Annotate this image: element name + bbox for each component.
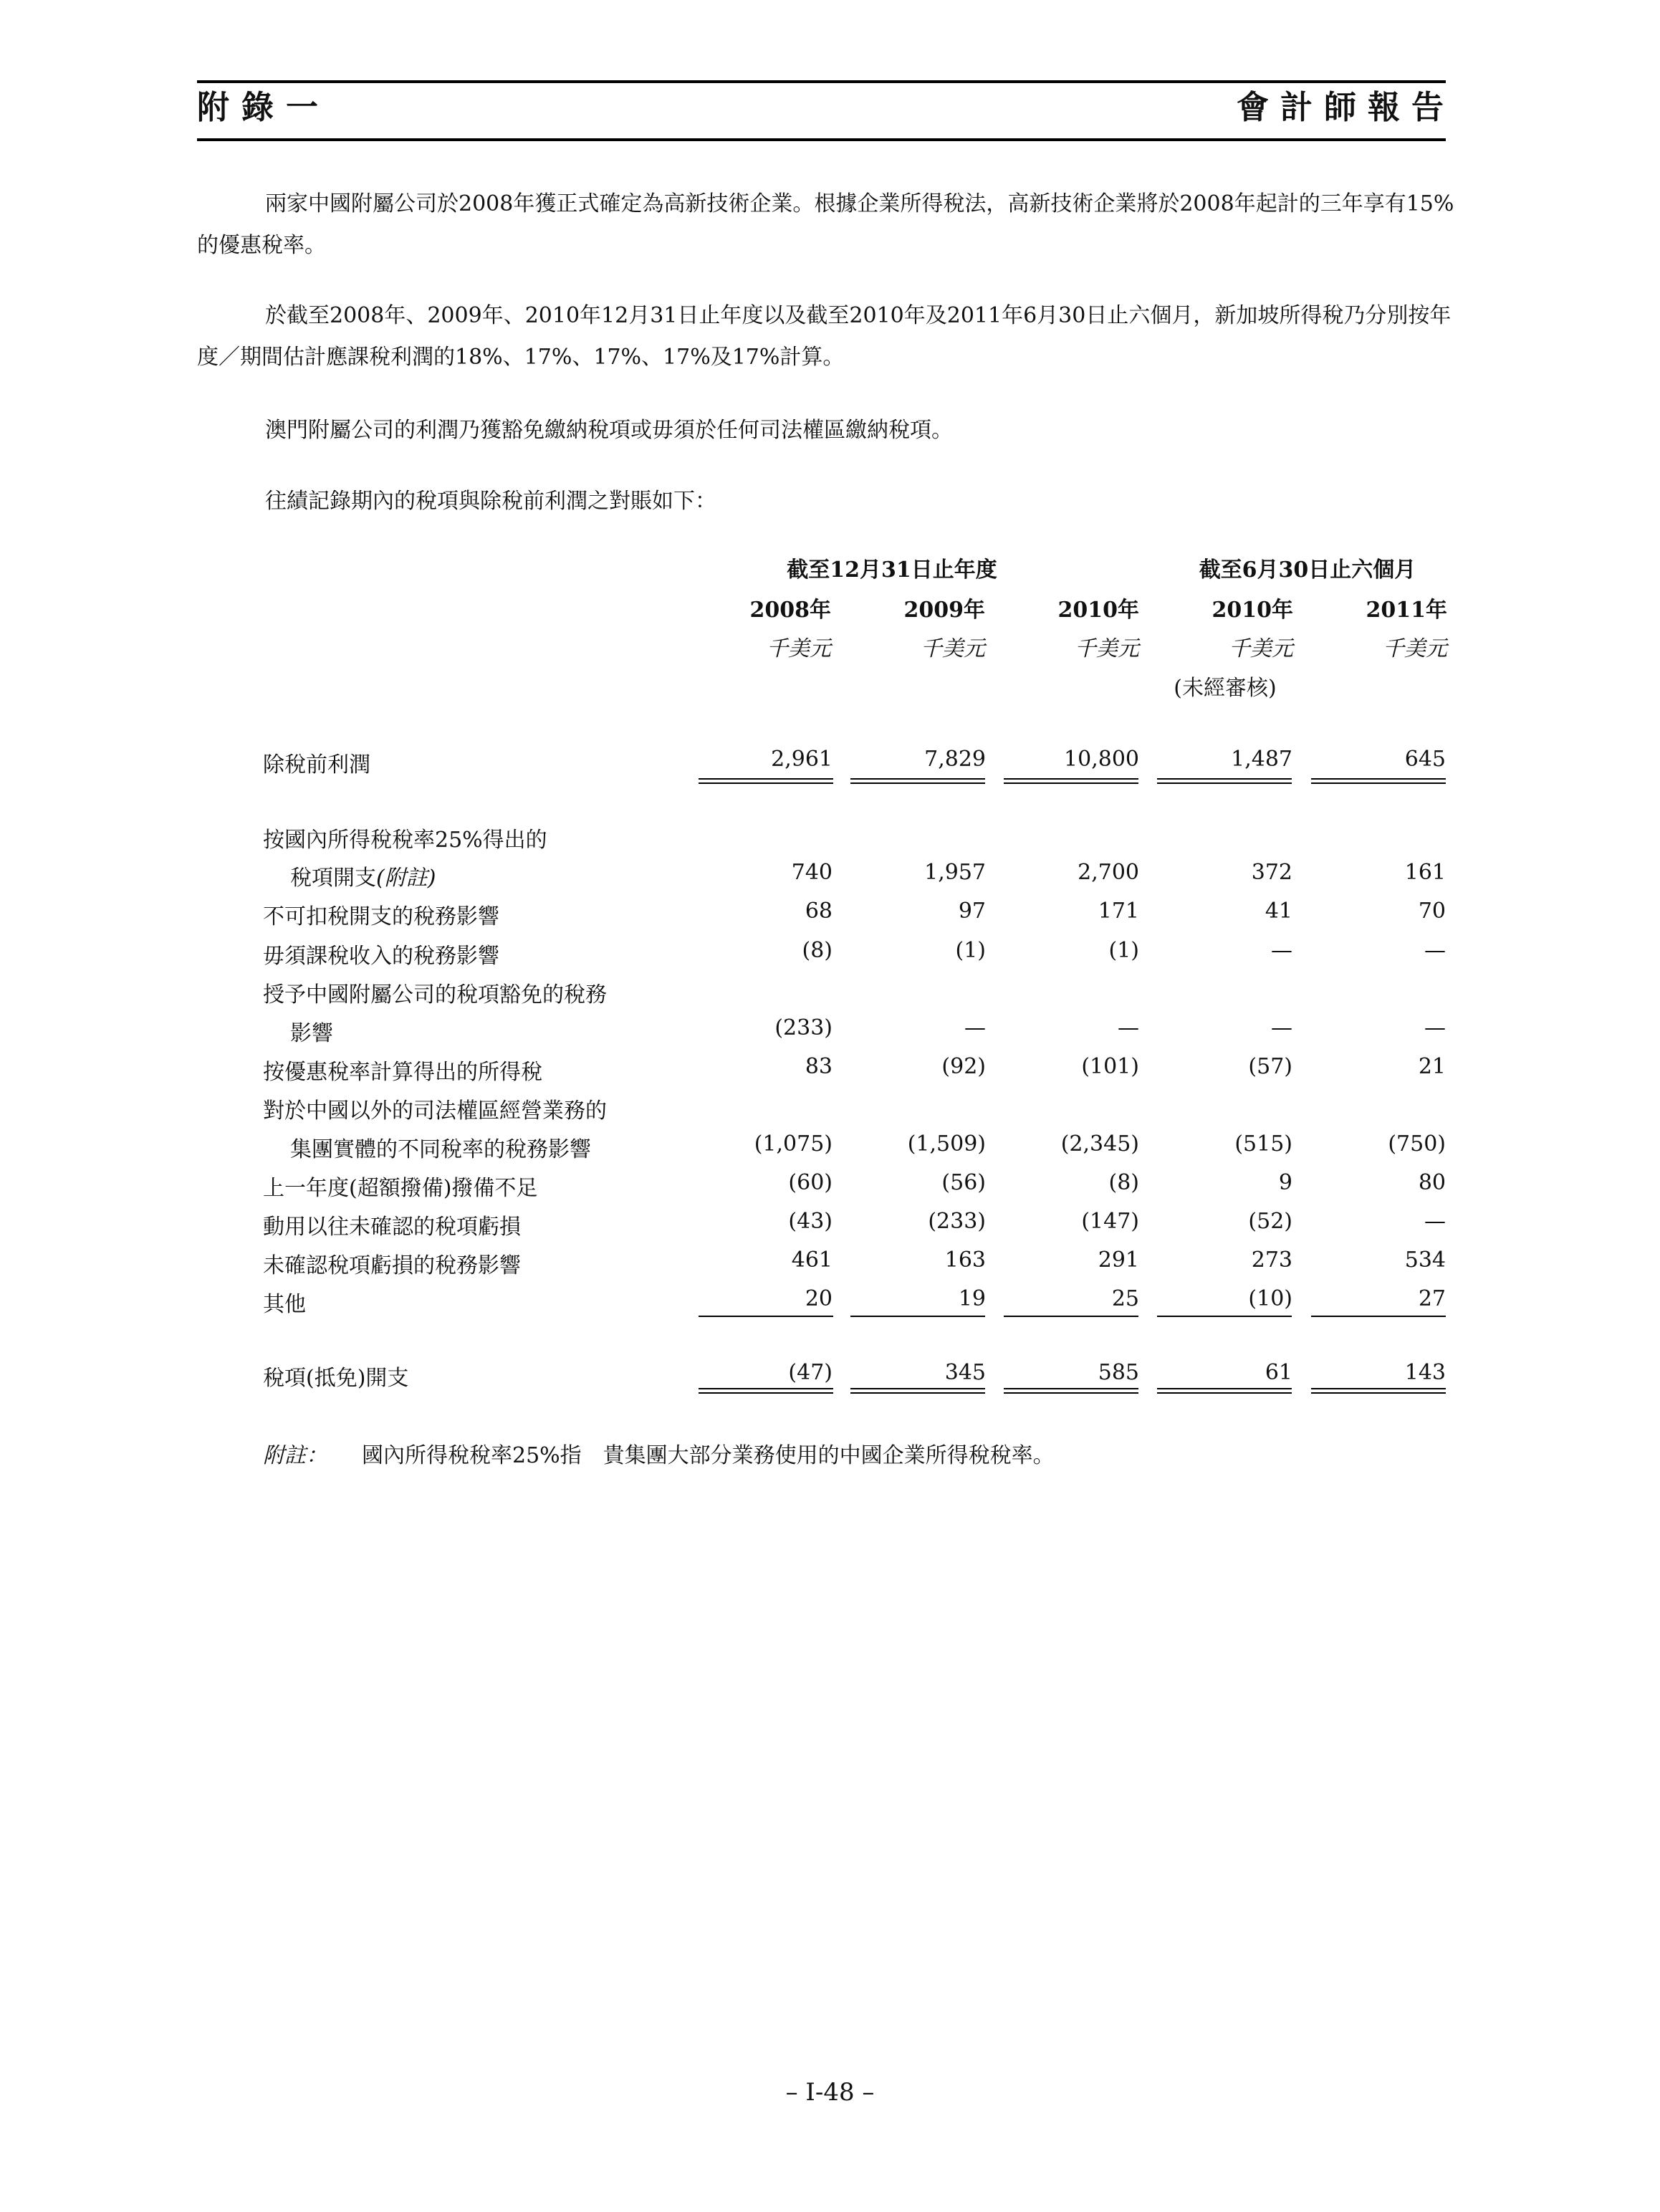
table-cell: 1,957 xyxy=(924,860,986,885)
table-cell: (8) xyxy=(1108,1170,1139,1195)
table-cell: 372 xyxy=(1251,860,1292,885)
double-rule xyxy=(850,778,985,780)
cell-tax-expense: 585 xyxy=(1098,1360,1139,1385)
table-cell: 97 xyxy=(958,899,986,924)
appendix-title: 附錄一 xyxy=(197,88,331,126)
table-cell: (52) xyxy=(1248,1209,1292,1234)
single-rule xyxy=(850,1316,985,1317)
single-rule xyxy=(1157,1316,1292,1317)
currency-unit: 千美元 xyxy=(1229,636,1293,661)
row-label: 按國內所得稅稅率25%得出的 xyxy=(263,828,547,853)
group-header-six-months: 截至6月30日止六個月 xyxy=(1199,557,1416,583)
double-rule xyxy=(1311,1392,1446,1394)
table-cell: (60) xyxy=(788,1170,833,1195)
table-cell: 25 xyxy=(1111,1286,1139,1311)
row-label: 動用以往未確認的稅項虧損 xyxy=(263,1215,521,1240)
section-title: 會計師報告 xyxy=(1236,88,1455,126)
footnote-text: 國內所得稅稅率25%指 貴集團大部分業務使用的中國企業所得稅稅率。 xyxy=(362,1443,1055,1468)
cell-profit-before-tax: 645 xyxy=(1404,747,1446,772)
double-rule xyxy=(850,1392,985,1394)
table-cell: 163 xyxy=(944,1248,986,1273)
paragraph-macau: 澳門附屬公司的利潤乃獲豁免繳納稅項或毋須於任何司法權區繳納稅項。 xyxy=(265,418,953,443)
double-rule xyxy=(850,1388,985,1389)
table-cell: — xyxy=(1271,1015,1292,1040)
table-cell: — xyxy=(964,1015,986,1040)
cell-profit-before-tax: 2,961 xyxy=(771,747,833,772)
row-label: 不可扣稅開支的稅務影響 xyxy=(263,904,499,929)
table-cell: (43) xyxy=(788,1209,833,1234)
currency-unit: 千美元 xyxy=(1075,636,1139,661)
currency-unit: 千美元 xyxy=(767,636,831,661)
double-rule xyxy=(1004,782,1138,784)
double-rule xyxy=(1157,1392,1292,1394)
double-rule xyxy=(699,778,833,780)
table-cell: 161 xyxy=(1404,860,1446,885)
table-cell: 80 xyxy=(1418,1170,1446,1195)
row-label-continued xyxy=(290,1015,333,1047)
table-cell: 70 xyxy=(1418,899,1446,924)
row-label: 按優惠稅率計算得出的所得稅 xyxy=(263,1060,542,1085)
row-label-continued xyxy=(290,860,436,891)
row-label-text: 影響 xyxy=(290,1021,333,1046)
row-label-continued xyxy=(290,1131,591,1163)
double-rule xyxy=(1004,1392,1138,1394)
table-cell: 83 xyxy=(805,1054,833,1079)
year-header-2010-h1: 2010年 xyxy=(1212,598,1293,623)
double-rule xyxy=(1311,782,1446,784)
paragraph-high-tech-text: 兩家中國附屬公司於2008年獲正式確定為高新技術企業。根據企業所得稅法，高新技術企業將於2008年起計的三年享有15%的優惠稅率。 xyxy=(197,191,1454,258)
table-cell: — xyxy=(1424,1209,1446,1234)
footnote xyxy=(263,1437,1055,1469)
table-cell: 27 xyxy=(1418,1286,1446,1311)
single-rule xyxy=(1004,1316,1138,1317)
currency-unit: 千美元 xyxy=(1383,636,1447,661)
paragraph-singapore-text: 於截至2008年、2009年、2010年12月31日止年度以及截至2010年及2011年6月30日止六個月，新加坡所得稅乃分別按年度／期間估計應課稅利潤的18%、17%、17%、17%及17%計算。 xyxy=(197,303,1452,370)
table-cell: (57) xyxy=(1248,1054,1292,1079)
page-number: – I-48 – xyxy=(785,2078,875,2107)
row-label-text: 集團實體的不同稅率的稅務影響 xyxy=(290,1137,591,1162)
table-cell: 2,700 xyxy=(1078,860,1139,885)
single-rule xyxy=(699,1316,833,1317)
table-cell: (101) xyxy=(1081,1054,1139,1079)
double-rule xyxy=(699,782,833,784)
table-cell: (2,345) xyxy=(1060,1131,1139,1157)
cell-profit-before-tax: 7,829 xyxy=(924,747,986,772)
double-rule xyxy=(699,1388,833,1389)
row-label: 毋須課稅收入的稅務影響 xyxy=(263,944,499,969)
table-cell: (233) xyxy=(928,1209,986,1234)
note-reference: (附註) xyxy=(376,866,436,891)
row-label: 未確認稅項虧損的稅務影響 xyxy=(263,1253,521,1278)
table-cell: 534 xyxy=(1404,1248,1446,1273)
group-header-year-end: 截至12月31日止年度 xyxy=(787,557,997,583)
table-cell: (233) xyxy=(774,1015,833,1040)
single-rule xyxy=(1311,1316,1446,1317)
double-rule xyxy=(1311,1388,1446,1389)
cell-profit-before-tax: 1,487 xyxy=(1231,747,1292,772)
cell-tax-expense: 61 xyxy=(1265,1360,1292,1385)
double-rule xyxy=(850,782,985,784)
table-cell: (147) xyxy=(1081,1209,1139,1234)
table-cell: 68 xyxy=(805,899,833,924)
table-cell: — xyxy=(1424,938,1446,963)
table-cell: (1,075) xyxy=(754,1131,833,1157)
table-cell: (1,509) xyxy=(907,1131,986,1157)
table-cell: (1) xyxy=(955,938,986,963)
cell-tax-expense: (47) xyxy=(788,1360,833,1385)
table-cell: (750) xyxy=(1388,1131,1446,1157)
paragraph-high-tech xyxy=(197,183,1458,267)
table-cell: 740 xyxy=(791,860,833,885)
double-rule xyxy=(1157,782,1292,784)
unaudited-label: (未經審核) xyxy=(1174,676,1277,701)
double-rule xyxy=(1004,778,1138,780)
double-rule xyxy=(1004,1388,1138,1389)
currency-unit: 千美元 xyxy=(921,636,985,661)
double-rule xyxy=(699,1392,833,1394)
table-cell: — xyxy=(1271,938,1292,963)
cell-tax-expense: 143 xyxy=(1404,1360,1446,1385)
year-header-2011-h1: 2011年 xyxy=(1366,598,1447,623)
row-label: 授予中國附屬公司的稅項豁免的稅務 xyxy=(263,982,607,1007)
table-cell: 273 xyxy=(1251,1248,1292,1273)
table-cell: (8) xyxy=(802,938,833,963)
paragraph-reconciliation-intro: 往績記錄期內的稅項與除稅前利潤之對賬如下： xyxy=(265,489,716,514)
table-cell: 19 xyxy=(958,1286,986,1311)
row-label-profit-before-tax: 除稅前利潤 xyxy=(263,752,370,777)
table-cell: (1) xyxy=(1108,938,1139,963)
table-cell: 291 xyxy=(1098,1248,1139,1273)
year-header-2010: 2010年 xyxy=(1057,598,1139,623)
table-cell: 9 xyxy=(1278,1170,1292,1195)
table-cell: 461 xyxy=(791,1248,833,1273)
table-cell: (515) xyxy=(1234,1131,1292,1157)
table-cell: — xyxy=(1424,1015,1446,1040)
double-rule xyxy=(1157,1388,1292,1389)
table-cell: 21 xyxy=(1418,1054,1446,1079)
double-rule xyxy=(1311,778,1446,780)
table-cell: 171 xyxy=(1098,899,1139,924)
table-cell: 20 xyxy=(805,1286,833,1311)
table-cell: (10) xyxy=(1248,1286,1292,1311)
paragraph-singapore xyxy=(197,295,1458,378)
header-rule-top xyxy=(197,80,1446,83)
table-cell: (56) xyxy=(941,1170,986,1195)
row-label-tax-expense: 稅項(抵免)開支 xyxy=(263,1366,409,1391)
year-header-2008: 2008年 xyxy=(749,598,831,623)
cell-tax-expense: 345 xyxy=(944,1360,986,1385)
year-header-2009: 2009年 xyxy=(903,598,985,623)
footnote-label: 附註： xyxy=(263,1443,327,1468)
table-cell: — xyxy=(1118,1015,1139,1040)
row-label: 對於中國以外的司法權區經營業務的 xyxy=(263,1098,607,1124)
cell-profit-before-tax: 10,800 xyxy=(1064,747,1139,772)
table-cell: (92) xyxy=(941,1054,986,1079)
row-label: 其他 xyxy=(263,1292,306,1317)
row-label: 上一年度(超額撥備)撥備不足 xyxy=(263,1176,538,1201)
double-rule xyxy=(1157,778,1292,780)
row-label-text: 稅項開支 xyxy=(290,866,376,891)
header-rule-bottom xyxy=(197,138,1446,141)
table-cell: 41 xyxy=(1265,899,1292,924)
